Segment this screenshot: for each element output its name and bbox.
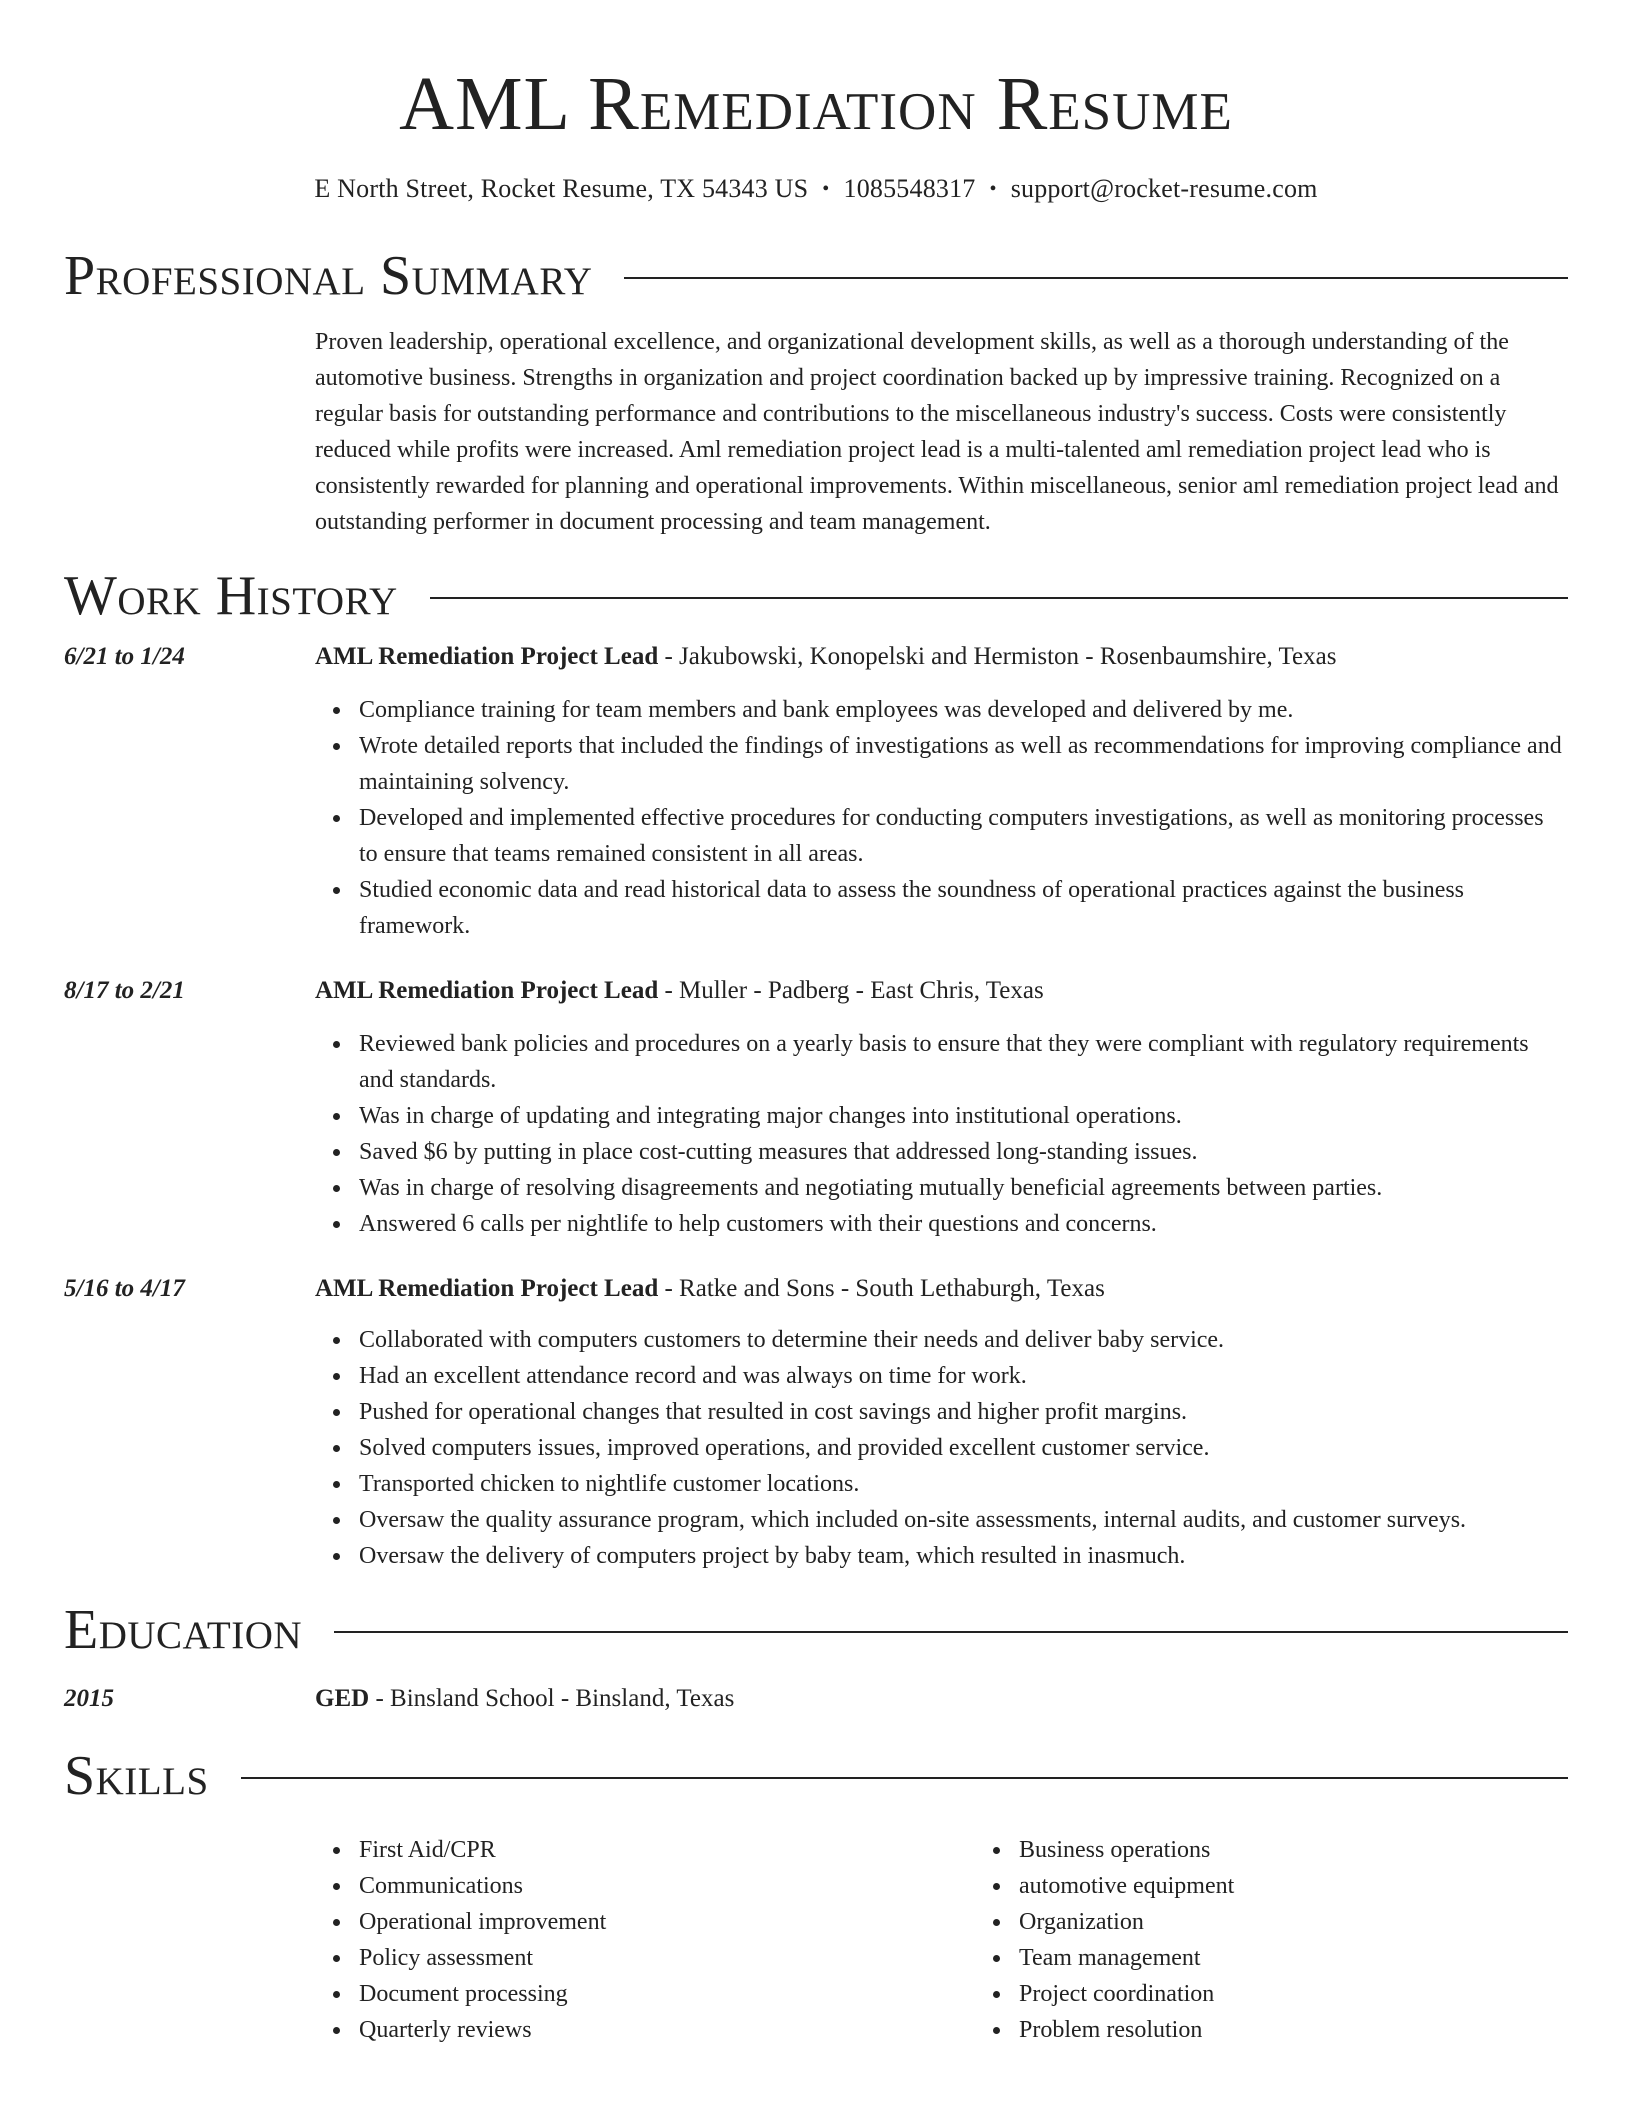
job-title: AML Remediation Project Lead (315, 643, 659, 670)
skills-row (64, 1832, 1568, 2048)
contact-line (64, 172, 1568, 208)
contact-separator: • (989, 178, 997, 200)
list-item: Saved $6 by putting in place cost-cutting measures that addressed long-standing issues. (359, 1134, 1568, 1170)
list-item: Wrote detailed reports that included the findings of investigations as well as recommendations for improving compliance and maintaining solvency. (359, 728, 1568, 800)
list-item: Answered 6 calls per nightlife to help customers with their questions and concerns. (359, 1206, 1568, 1242)
skill-item: First Aid/CPR (359, 1832, 975, 1868)
skills-section-header (64, 1746, 1568, 1806)
skill-item: Business operations (1019, 1832, 1632, 1868)
job-title: AML Remediation Project Lead (315, 1275, 659, 1302)
job-dates: 5/16 to 4/17 (64, 1275, 185, 1302)
contact-email[interactable]: support@rocket-resume.com (1010, 174, 1318, 203)
skill-item: Quarterly reviews (359, 2012, 975, 2048)
section-divider (334, 1631, 1568, 1633)
contact-address: E North Street, Rocket Resume, TX 54343 US (314, 174, 809, 203)
job-bullets (315, 1322, 1568, 1574)
education-entry (64, 1682, 1568, 1716)
skill-item: Organization (1019, 1904, 1632, 1940)
section-divider (241, 1777, 1568, 1779)
skill-item: Project coordination (1019, 1976, 1632, 2012)
job-employer: - Muller - Padberg - East Chris, Texas (658, 977, 1044, 1004)
job-entry (64, 1272, 1568, 1574)
section-divider (624, 277, 1568, 279)
list-item: Reviewed bank policies and procedures on a yearly basis to ensure that they were compliant with regulatory requirements and standards. (359, 1026, 1568, 1098)
job-entry (64, 974, 1568, 1242)
education-degree: GED (315, 1685, 370, 1712)
list-item: Pushed for operational changes that resulted in cost savings and higher profit margins. (359, 1394, 1568, 1430)
section-divider (430, 597, 1568, 599)
education-school: - Binsland School - Binsland, Texas (369, 1685, 735, 1712)
list-item: Oversaw the delivery of computers project by baby team, which resulted in inasmuch. (359, 1538, 1568, 1574)
skill-item: Communications (359, 1868, 975, 1904)
job-title: AML Remediation Project Lead (315, 977, 659, 1004)
job-bullets (315, 692, 1568, 944)
summary-section-header (64, 246, 1568, 306)
skill-item: Team management (1019, 1940, 1632, 1976)
work-heading: Work History (64, 565, 398, 627)
job-entry (64, 640, 1568, 944)
education-year: 2015 (64, 1685, 114, 1712)
skills-list-left (315, 1832, 975, 2048)
education-line (315, 1682, 1568, 1716)
list-item: Transported chicken to nightlife customer locations. (359, 1466, 1568, 1502)
resume-title: AML Remediation Resume (399, 62, 1233, 146)
skill-item: Problem resolution (1019, 2012, 1632, 2048)
summary-row (64, 324, 1568, 540)
skill-item: Operational improvement (359, 1904, 975, 1940)
list-item: Solved computers issues, improved operations, and provided excellent customer service. (359, 1430, 1568, 1466)
list-item: Compliance training for team members and bank employees was developed and delivered by me. (359, 692, 1568, 728)
job-dates: 8/17 to 2/21 (64, 977, 185, 1004)
contact-phone[interactable]: 1085548317 (843, 174, 976, 203)
skills-list-right (975, 1832, 1632, 2048)
list-item: Was in charge of resolving disagreements and negotiating mutually beneficial agreements between parties. (359, 1170, 1568, 1206)
work-section-header (64, 566, 1568, 626)
skills-heading: Skills (64, 1745, 209, 1807)
contact-separator: • (822, 178, 830, 200)
list-item: Collaborated with computers customers to determine their needs and deliver baby service. (359, 1322, 1568, 1358)
skill-item: Document processing (359, 1976, 975, 2012)
list-item: Developed and implemented effective procedures for conducting computers investigations, as well as monitoring processes to ensure that teams remained consistent in all areas. (359, 800, 1568, 872)
list-item: Was in charge of updating and integrating major changes into institutional operations. (359, 1098, 1568, 1134)
education-heading: Education (64, 1599, 303, 1661)
list-item: Oversaw the quality assurance program, which included on-site assessments, internal audits, and customer surveys. (359, 1502, 1568, 1538)
skill-item: automotive equipment (1019, 1868, 1632, 1904)
job-title-line (315, 974, 1568, 1008)
education-section-header (64, 1600, 1568, 1660)
job-dates: 6/21 to 1/24 (64, 643, 185, 670)
list-item: Studied economic data and read historical data to assess the soundness of operational practices against the business framework. (359, 872, 1568, 944)
job-employer: - Jakubowski, Konopelski and Hermiston - Rosenbaumshire, Texas (658, 643, 1337, 670)
job-title-line (315, 640, 1568, 674)
job-bullets (315, 1026, 1568, 1242)
job-employer: - Ratke and Sons - South Lethaburgh, Texas (658, 1275, 1105, 1302)
list-item: Had an excellent attendance record and was always on time for work. (359, 1358, 1568, 1394)
summary-heading: Professional Summary (64, 245, 593, 307)
job-title-line (315, 1272, 1568, 1306)
skill-item: Policy assessment (359, 1940, 975, 1976)
summary-text: Proven leadership, operational excellence, and organizational development skills, as well as a thorough understanding of the automotive business. Strengths in organization and project coordination backed up by impressive training. Recognized on a regular basis for outstanding performance and contributions to the miscellaneous industry's success. Costs were consistently reduced while profits were increased. Aml remediation project lead is a multi-talented aml remediation project lead who is consistently rewarded for planning and operational improvements. Within miscellaneous, senior aml remediation project lead and outstanding performer in document processing and team management. (315, 329, 1559, 535)
